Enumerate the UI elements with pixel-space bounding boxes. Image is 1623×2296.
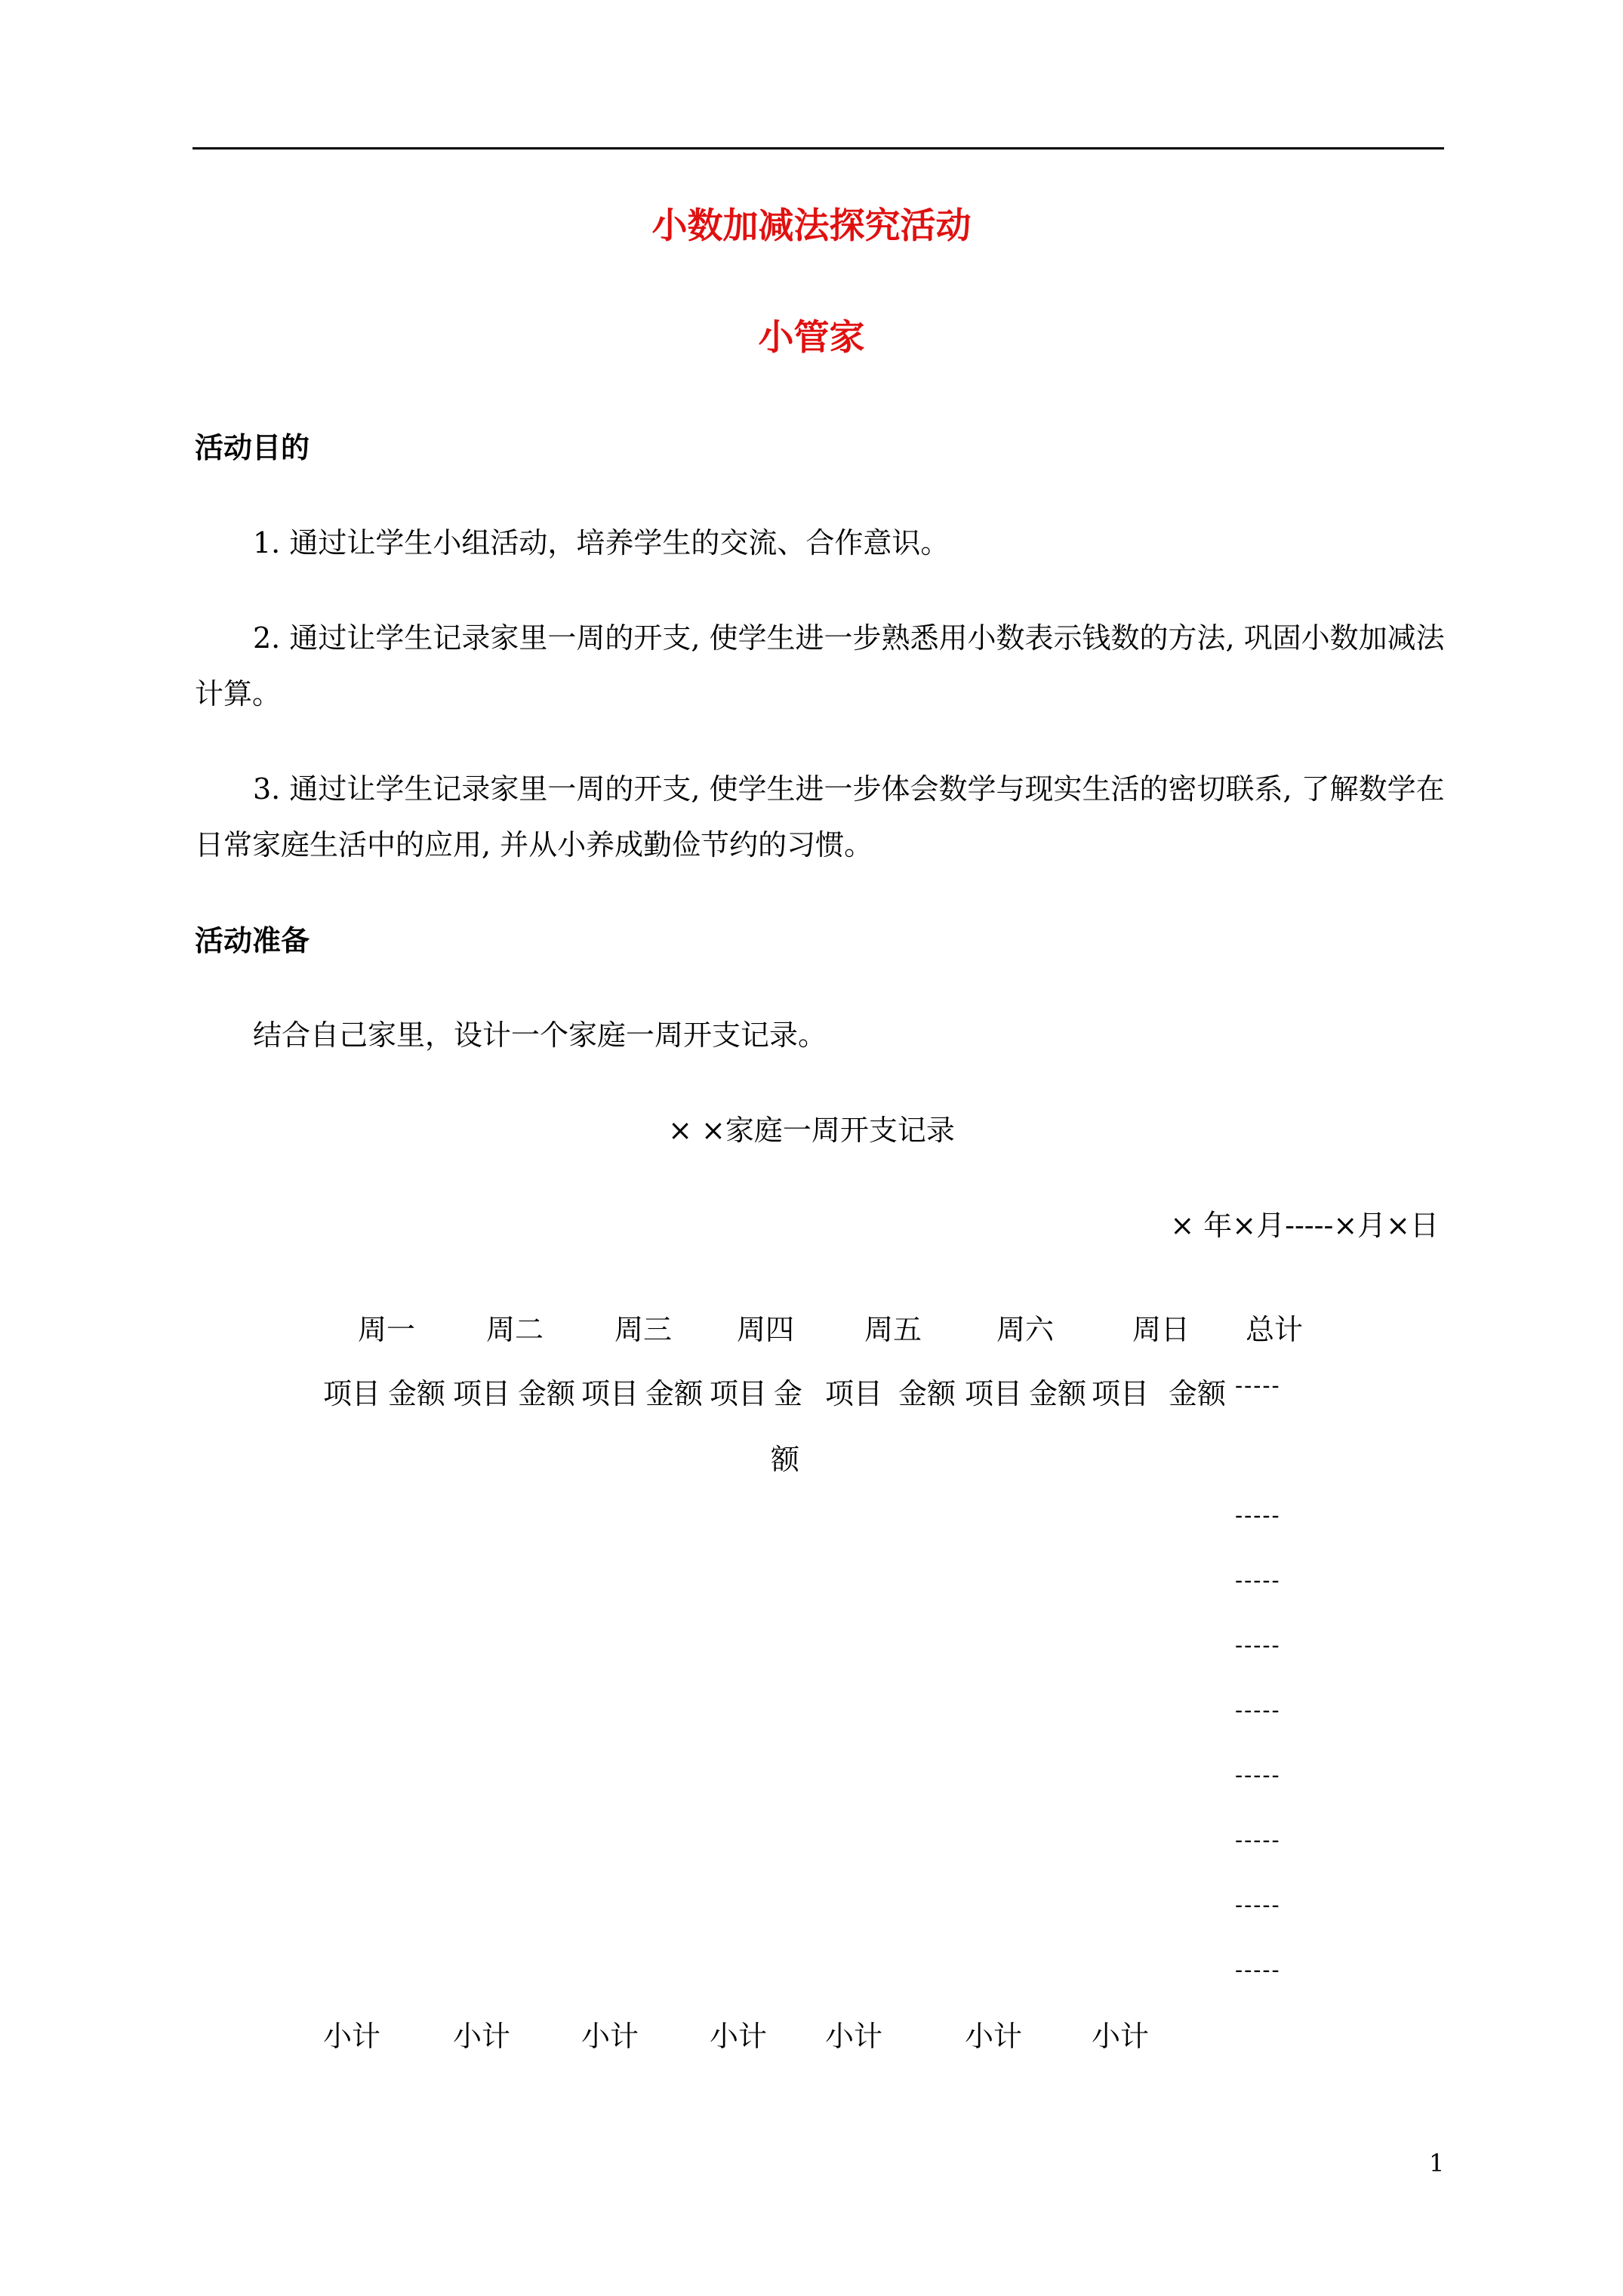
total-dash-row: ----- bbox=[1235, 1502, 1281, 1529]
subheader-item: 项目 bbox=[825, 1377, 883, 1410]
day-header-sun: 周日 bbox=[1132, 1313, 1190, 1346]
subheader-amount: 金额 bbox=[518, 1377, 576, 1410]
subheader-amount: 金额 bbox=[1169, 1377, 1227, 1410]
day-header-total: 总计 bbox=[1246, 1313, 1304, 1346]
document-title: 小数加减法探究活动 bbox=[651, 205, 972, 247]
subheader-amount: 金额 bbox=[388, 1377, 446, 1410]
total-dash-row: ----- bbox=[1235, 1892, 1281, 1918]
subtotal-tue: 小计 bbox=[453, 2020, 511, 2053]
subheader-amount: 金额 bbox=[898, 1377, 956, 1410]
page-number: 1 bbox=[1429, 2149, 1445, 2177]
day-header-mon: 周一 bbox=[358, 1313, 416, 1346]
subtotal-mon: 小计 bbox=[323, 2020, 381, 2053]
total-dash-row: ----- bbox=[1235, 1827, 1281, 1854]
record-date: × 年×月-----×月×日 bbox=[1170, 1209, 1439, 1242]
goal-heading: 活动目的 bbox=[195, 430, 310, 464]
subtotal-wed: 小计 bbox=[581, 2020, 639, 2053]
subtotal-sat: 小计 bbox=[965, 2020, 1023, 2053]
subheader-item: 项目 bbox=[581, 1377, 639, 1410]
prep-text: 结合自己家里，设计一个家庭一周开支记录。 bbox=[253, 1019, 827, 1052]
goal-item-2: 2. 通过让学生记录家里一周的开支, 使学生进一步熟悉用小数表示钱数的方法, 巩固小数加减法 bbox=[253, 621, 1445, 655]
header-rule bbox=[192, 147, 1444, 149]
goal-item-3-cont: 日常家庭生活中的应用, 并从小养成勤俭节约的习惯。 bbox=[195, 828, 873, 861]
total-dash-row: ----- bbox=[1235, 1567, 1281, 1594]
subheader-item: 项目 bbox=[965, 1377, 1023, 1410]
day-header-sat: 周六 bbox=[996, 1313, 1055, 1346]
goal-item-3: 3. 通过让学生记录家里一周的开支, 使学生进一步体会数学与现实生活的密切联系, 了解数学在 bbox=[253, 772, 1445, 806]
day-header-fri: 周五 bbox=[864, 1313, 922, 1346]
day-header-tue: 周二 bbox=[486, 1313, 544, 1346]
subheader-amount-part: 金 bbox=[774, 1377, 803, 1410]
subheader-amount: 金额 bbox=[645, 1377, 704, 1410]
goal-item-2-cont: 计算。 bbox=[195, 677, 282, 710]
total-dash-row: ----- bbox=[1235, 1762, 1281, 1789]
subheader-item: 项目 bbox=[453, 1377, 511, 1410]
subheader-item: 项目 bbox=[710, 1377, 768, 1410]
subtotal-fri: 小计 bbox=[825, 2020, 883, 2053]
subheader-item: 项目 bbox=[1092, 1377, 1150, 1410]
total-dash-row: ----- bbox=[1235, 1957, 1281, 1983]
document-subtitle: 小管家 bbox=[758, 317, 865, 359]
day-header-thu: 周四 bbox=[737, 1313, 795, 1346]
subtotal-thu: 小计 bbox=[710, 2020, 768, 2053]
total-dash-row: ----- bbox=[1235, 1632, 1281, 1659]
subheader-amount: 金额 bbox=[1029, 1377, 1087, 1410]
total-dash: ----- bbox=[1235, 1373, 1281, 1399]
subtotal-sun: 小计 bbox=[1092, 2020, 1150, 2053]
prep-heading: 活动准备 bbox=[195, 923, 310, 957]
goal-item-1: 1. 通过让学生小组活动，培养学生的交流、合作意识。 bbox=[253, 526, 950, 559]
day-header-wed: 周三 bbox=[614, 1313, 673, 1346]
subheader-item: 项目 bbox=[323, 1377, 381, 1410]
record-title: × ×家庭一周开支记录 bbox=[668, 1114, 955, 1147]
subheader-amount-wrap: 额 bbox=[771, 1443, 800, 1476]
total-dash-row: ----- bbox=[1235, 1697, 1281, 1724]
